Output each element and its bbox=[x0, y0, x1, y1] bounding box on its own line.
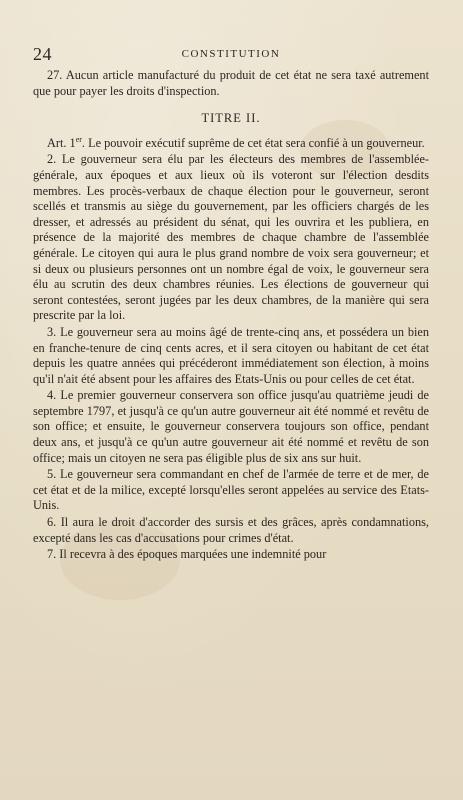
page-number: 24 bbox=[33, 44, 52, 64]
article-2: 2. Le gouverneur sera élu par les électeurs des membres de l'assemblée-générale, aux époques et aux lieux où ils voteront sur l'élection desdits membres. Les procès-verbaux de chaque élection pour le gouverneur, seront scellés et transmis au siège du gouvernement, par les officiers chargés de les dresser, et adressés au président du sénat, qui les ouvrira et les publiera, en présence de la majorité des membres de chaque chambre de l'assemblée générale. Le citoyen qui aura le plus grand nombre de voix sera gouverneur; et si deux ou plusieurs personnes ont un nombre égal de voix, le gouverneur sera élu au scrutin des deux chambres réunies. Les élections de gouverneur qui seront contestées, seront jugées par les deux chambres, de la manière qui sera prescrite par la loi. bbox=[33, 152, 429, 323]
article-6: 6. Il aura le droit d'accorder des sursis et des grâces, après condamnations, excepté dans les cas d'accusations pour crimes d'état. bbox=[33, 515, 429, 545]
article-3: 3. Le gouverneur sera au moins âgé de trente-cinq ans, et possédera un bien en franche-tenure de cinq cents acres, et il sera citoyen ou habitant de cet état depuis les quatre années qui précéderont immédiatement son élection, à moins qu'il n'ait été absent pour les affaires des Etats-Unis ou pour celles de cet état. bbox=[33, 324, 429, 386]
article-1 bbox=[33, 136, 429, 152]
article-4: 4. Le premier gouverneur conservera son office jusqu'au quatrième jeudi de septembre 1797, et jusqu'à ce qu'un autre gouverneur ait été nommé et revêtu de son office; et ensuite, le gouverneur conservera toujours son office, pendant deux ans, et jusqu'à ce qu'un autre gouverneur ait été nommé et revêtu de son office; mais un citoyen ne sera pas éligible plus de six ans sur huit. bbox=[33, 388, 429, 465]
article-1-superscript: er bbox=[75, 134, 82, 144]
article-27: 27. Aucun article manufacturé du produit de cet état ne sera taxé autrement que pour payer les droits d'inspection. bbox=[33, 68, 429, 98]
body-text bbox=[33, 68, 429, 563]
running-title: CONSTITUTION bbox=[181, 48, 281, 60]
article-1-text: . Le pouvoir exécutif suprême de cet état sera confié à un gouverneur. bbox=[81, 135, 425, 150]
section-title: TITRE II. bbox=[201, 111, 261, 126]
page-header bbox=[33, 44, 429, 66]
article-5: 5. Le gouverneur sera commandant en chef de l'armée de terre et de mer, de cet état et de la milice, excepté lorsqu'elles seront appelées au service des Etats-Unis. bbox=[33, 467, 429, 513]
article-1-prefix: Art. 1 bbox=[47, 135, 76, 150]
article-7: 7. Il recevra à des époques marquées une indemnité pour bbox=[47, 547, 327, 562]
